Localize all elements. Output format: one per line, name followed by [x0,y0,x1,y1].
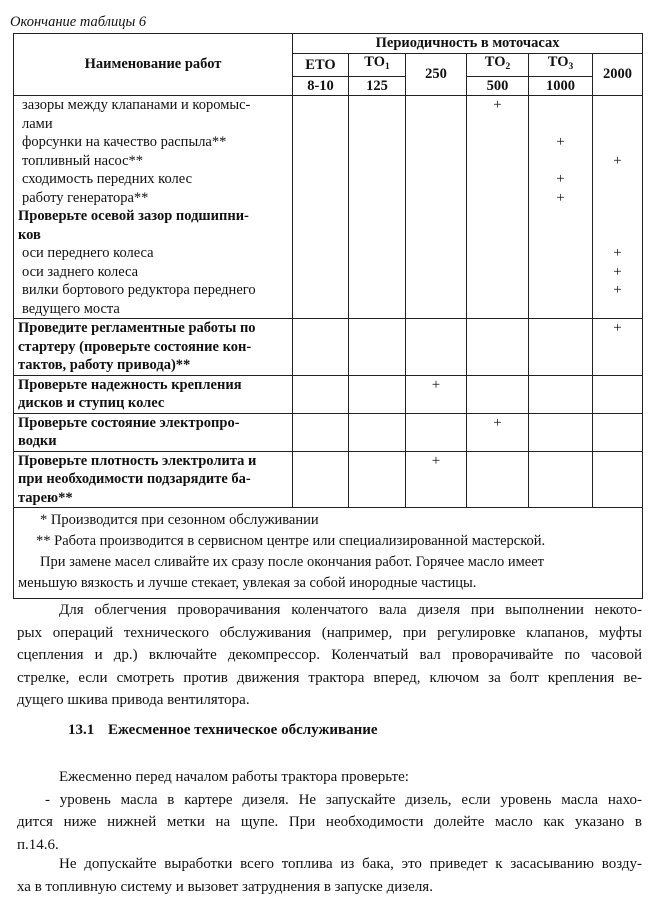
mark-cell [293,319,349,376]
work-item-line: Проведите регламентные работы по [18,320,256,336]
plus-mark [593,133,642,152]
header-col-2000: 2000 [593,54,643,96]
section-title: Ежесменное техническое обслуживание [108,722,378,738]
plus-mark: + [613,320,622,336]
work-name-cell [14,413,293,451]
paragraph-line: сцепления и др.) включайте декомпрессор. Коленчатый вал проворачивайте по часовой [17,647,642,663]
mark-cell [529,451,593,508]
paragraph-line: п.14.6. [17,836,59,853]
plus-mark [529,96,592,115]
work-item-line: форсунки на качество распыла** [22,134,227,150]
note-line: * Производится при сезонном обслуживании [40,512,319,528]
work-item-line: Проверьте надежность крепления [18,376,242,393]
mark-cell [293,375,349,413]
work-item-line: Проверьте плотность электролита и [18,452,257,469]
mark-cell [349,451,406,508]
mark-cell [467,375,529,413]
work-item-line: при необходимости подзарядите ба- [18,471,251,487]
mark-cell [406,451,467,508]
table-row [14,375,643,413]
plus-mark [593,96,642,115]
plus-mark [529,207,592,226]
mark-cell [593,413,643,451]
plus-mark [529,244,592,263]
plus-mark [467,281,528,300]
mark-cell [529,319,593,376]
table-row [14,319,643,376]
work-item-line: зазоры между клапанами и коромыс- [22,97,251,113]
paragraph-line: дущего шкива привода вентилятора. [17,692,250,708]
paragraph-fuel-warning [17,853,642,898]
plus-mark: + [493,97,502,113]
work-item-line: Проверьте осевой зазор подшипни- [18,208,249,224]
paragraph-decompressor [17,599,642,712]
plus-mark [593,189,642,208]
table-row [14,413,643,451]
row-checks-names [14,96,293,319]
plus-mark [529,263,592,282]
maintenance-table [13,33,643,599]
plus-mark: + [613,263,622,280]
plus-mark [467,170,528,189]
plus-mark [529,226,592,245]
header-col-to1: $ТО_1$ [349,54,406,77]
paragraph-line: стрелке, если смотреть против движения трактора вперед, ключом за болт крепления ве- [17,669,642,686]
work-name-cell [14,375,293,413]
plus-mark [467,152,528,171]
work-item-line: тактов, работу привода)** [18,357,191,373]
plus-mark [467,133,528,152]
table-caption: Окончание таблицы 6 [10,14,147,30]
paragraph-line: рых операций технического обслуживания (например, при регулировке клапанов, муфты [17,624,642,641]
plus-mark [593,300,642,319]
plus-mark [467,189,528,208]
plus-mark: + [556,189,565,206]
mark-cell [593,375,643,413]
paragraph-line: - уровень масла в картере дизеля. Не запускайте дизель, если уровень масла нахо- [45,791,642,808]
work-item-line: тарею** [18,489,73,506]
plus-mark [593,207,642,226]
plus-mark: + [556,171,565,187]
mark-cell [467,319,529,376]
mark-cell [293,451,349,508]
header-col-eto-hours: 8-10 [293,77,349,96]
work-item-line: ков [18,226,41,243]
table-row [14,451,643,508]
mark-cell [293,413,349,451]
mark-cell [349,319,406,376]
mark-cell [529,375,593,413]
work-item-line: оси заднего колеса [22,263,139,280]
plus-mark [467,244,528,263]
plus-mark [529,152,592,171]
plus-mark [593,226,642,245]
plus-mark [467,300,528,319]
paragraph-line: дится ниже нижней метки на щупе. При необходимости долейте масло как указано в [17,814,642,830]
header-col-to2: $ТО_2$ [467,54,529,77]
work-item-line: Проверьте состояние электропро- [18,414,240,431]
work-item-line: оси переднего колеса [22,245,154,261]
paragraph-line: Ежесменно перед началом работы трактора проверьте: [59,769,409,785]
plus-mark [529,115,592,134]
mark-column-2000 [593,96,643,319]
note-line: При замене масел сливайте их сразу после окончания работ. Горячее масло имеет [40,554,544,570]
header-period-title: Периодичность в моточасах [293,34,643,54]
plus-mark: + [431,376,441,393]
note-line: ** Работа производится в сервисном центре или специализированной мастерской. [36,533,546,549]
work-item-line: стартеру (проверьте состояние кон- [18,338,252,355]
paragraph-line: ха в топливную систему и вызовет затруднения в запуске дизеля. [17,878,433,895]
plus-mark [467,115,528,134]
work-item-line: работу генератора** [22,189,149,206]
mark-column-to3 [529,96,593,319]
mark-cell [593,451,643,508]
header-col-to3: $ТО_3$ [529,54,593,77]
mark-cell [406,319,467,376]
section-heading [68,722,378,739]
work-item-line: сходимость передних колес [22,171,193,187]
mark-cell [349,413,406,451]
mark-cell [406,96,467,319]
work-name-cell [14,319,293,376]
plus-mark [467,226,528,245]
mark-cell [349,375,406,413]
table-notes [14,508,643,599]
work-item-line: вилки бортового редуктора переднего [22,282,256,298]
work-item-line: ведущего моста [22,300,120,317]
header-col-250: 250 [406,54,467,96]
plus-mark: + [613,282,622,298]
mark-cell [349,96,406,319]
plus-mark [529,281,592,300]
mark-cell [293,96,349,319]
work-item-line: водки [18,433,57,449]
mark-cell [467,451,529,508]
plus-mark [593,170,642,189]
plus-mark [529,300,592,319]
paragraph-line: Не допускайте выработки всего топлива из бака, это приведет к засасыванию возду- [59,856,642,872]
work-item-line: лами [22,115,53,132]
work-item-line: топливный насос** [22,152,144,169]
section-number: 13.1 [68,722,95,738]
plus-mark: + [431,452,441,469]
header-col-to3-hours: 1000 [529,77,593,96]
mark-cell [529,413,593,451]
header-col-to2-hours: 500 [467,77,529,96]
mark-cell [406,413,467,451]
mark-cell [467,413,529,451]
note-line: меньшую вязкость и лучше стекает, увлекая за собой инородные частицы. [18,575,477,591]
work-name-cell [14,451,293,508]
work-item-line: дисков и ступиц колес [18,395,165,411]
plus-mark: + [556,134,565,150]
header-name-column: Наименование работ [14,34,293,96]
plus-mark: + [613,152,622,169]
plus-mark [467,263,528,282]
header-col-eto: ЕТО [293,54,349,77]
plus-mark [467,207,528,226]
plus-mark: + [493,414,502,431]
paragraph-shift-check [17,766,642,856]
paragraph-line: Для облегчения проворачивания коленчатого вала дизеля при выполнении некото- [59,602,642,618]
plus-mark [593,115,642,134]
table-row-checks [14,96,643,319]
plus-mark: + [613,245,622,261]
mark-cell [406,375,467,413]
mark-cell [593,319,643,376]
header-col-to1-hours: 125 [349,77,406,96]
mark-column-to2 [467,96,529,319]
